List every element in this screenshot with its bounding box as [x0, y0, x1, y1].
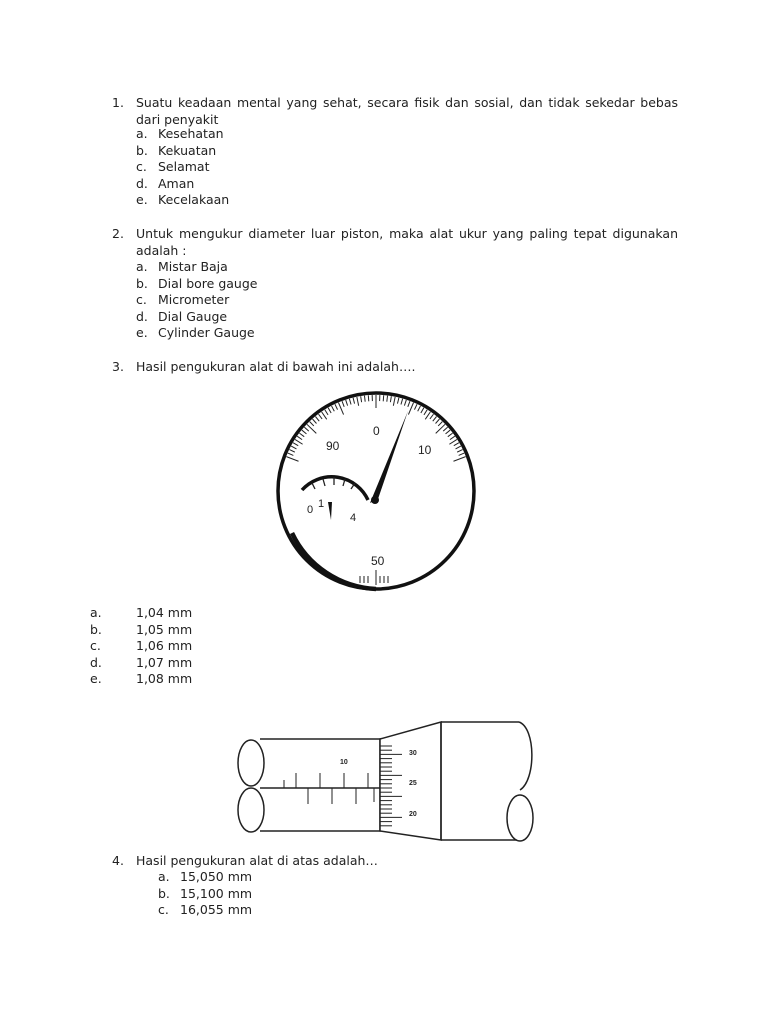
scale-tick — [418, 406, 421, 411]
scale-tick — [424, 410, 427, 415]
scale-tick — [436, 424, 445, 433]
scale-tick — [342, 401, 344, 407]
option-e[interactable]: e. Cylinder Gauge — [136, 325, 255, 340]
option-d[interactable]: d. Aman — [136, 175, 195, 191]
scale-tick — [349, 399, 351, 405]
question-3-options — [90, 605, 192, 688]
question-number: 4. — [112, 853, 124, 868]
option-a[interactable]: a. 15,050 mm — [158, 869, 253, 884]
scale-tick — [446, 430, 451, 434]
thimble-end-top — [519, 722, 532, 790]
scale-tick — [313, 419, 317, 424]
thimble-end-bottom — [507, 795, 533, 841]
scale-tick — [408, 401, 410, 407]
option-a[interactable]: a. 1,04 mm — [90, 605, 193, 620]
small-dial-label-4: 4 — [350, 512, 357, 524]
question-text: Hasil pengukuran alat di atas adalah… — [136, 853, 378, 868]
option-b[interactable]: b. 15,100 mm — [158, 885, 253, 901]
scale-tick — [364, 396, 365, 402]
scale-tick — [357, 397, 359, 406]
scale-tick — [450, 436, 455, 439]
micrometer-figure — [230, 718, 540, 846]
scale-tick — [293, 443, 298, 446]
scale-tick — [457, 450, 462, 453]
small-dial-arc — [302, 477, 368, 500]
scale-tick — [448, 433, 453, 437]
scale-tick — [335, 404, 338, 409]
scale-tick — [454, 443, 459, 446]
scale-tick — [433, 416, 437, 421]
scale-tick — [414, 404, 417, 409]
dial-needle-hub — [371, 496, 379, 504]
scale-tick — [307, 424, 316, 433]
scale-tick — [288, 453, 294, 455]
scale-tick — [390, 396, 391, 402]
scale-tick — [315, 416, 319, 421]
option-c[interactable]: c. 16,055 mm — [158, 902, 253, 917]
dial-label-left: 90 — [326, 439, 340, 453]
scale-tick — [297, 436, 302, 439]
small-dial-label-1: 1 — [318, 498, 325, 510]
small-dial-label-0: 0 — [307, 504, 314, 516]
sleeve-end-bottom — [238, 788, 264, 832]
scale-tick — [299, 433, 304, 437]
scale-tick — [449, 439, 457, 444]
dial-gauge-figure — [230, 383, 500, 608]
option-c[interactable]: c. Selamat — [136, 159, 210, 174]
scale-tick — [302, 430, 307, 434]
scale-tick — [456, 446, 461, 449]
option-b[interactable]: b. Dial bore gauge — [136, 275, 258, 291]
options-list — [158, 869, 252, 919]
scale-tick — [291, 446, 296, 449]
question-text: Suatu keadaan mental yang sehat, secara fisik dan sosial, dan tidak sekedar bebas dari penyakit — [136, 95, 678, 127]
scale-tick — [361, 396, 362, 402]
dial-label-bottom: 50 — [371, 554, 385, 568]
question-number: 2. — [112, 226, 124, 241]
thimble-label-30: 30 — [409, 750, 417, 757]
question-text: Hasil pengukuran alat di bawah ini adalah…. — [136, 359, 416, 374]
sleeve-label-10: 10 — [340, 759, 348, 766]
options-list — [136, 259, 257, 342]
question-number: 3. — [112, 359, 124, 374]
scale-tick — [295, 439, 303, 444]
option-b[interactable]: b. Kekuatan — [136, 142, 217, 158]
scale-tick — [289, 450, 294, 453]
scale-tick — [393, 397, 395, 406]
scale-tick — [332, 406, 335, 411]
question-text: Untuk mengukur diameter luar piston, maka alat ukur yang paling tepat digunakan adalah : — [136, 226, 678, 258]
options-list — [136, 126, 229, 209]
scale-tick — [404, 400, 406, 406]
scale-tick — [346, 400, 348, 406]
scale-tick — [401, 399, 403, 405]
option-e[interactable]: e. Kecelakaan — [136, 192, 230, 207]
scale-tick — [438, 422, 442, 426]
scale-tick — [425, 412, 430, 419]
scale-tick — [436, 419, 440, 424]
dial-bottom-ticks — [360, 570, 388, 585]
option-d[interactable]: d. 1,07 mm — [90, 654, 193, 670]
option-a[interactable]: a. Mistar Baja — [136, 259, 228, 274]
scale-tick — [387, 396, 388, 402]
question-number: 1. — [112, 95, 124, 110]
option-b[interactable]: b. 1,05 mm — [90, 621, 193, 637]
scale-tick — [310, 422, 314, 426]
small-dial-needle — [328, 502, 332, 520]
scale-tick — [443, 427, 447, 431]
scale-tick — [322, 412, 327, 419]
thimble-label-25: 25 — [409, 780, 417, 787]
option-e[interactable]: e. 1,08 mm — [90, 671, 193, 686]
scale-tick — [459, 453, 465, 455]
scale-tick — [453, 457, 465, 462]
scale-tick — [328, 408, 331, 413]
scale-tick — [421, 408, 424, 413]
scale-tick — [318, 414, 322, 419]
scale-tick — [397, 398, 398, 404]
scale-tick — [430, 414, 434, 419]
scale-tick — [304, 427, 308, 431]
dial-label-right: 10 — [418, 443, 432, 457]
thimble-label-20: 20 — [409, 811, 417, 818]
scale-tick — [353, 398, 354, 404]
option-d[interactable]: d. Dial Gauge — [136, 308, 228, 324]
dial-label-top: 0 — [373, 424, 380, 438]
option-c[interactable]: c. 1,06 mm — [90, 638, 193, 653]
sleeve-end-top — [238, 740, 264, 786]
scale-tick — [325, 410, 328, 415]
option-a[interactable]: a. Kesehatan — [136, 126, 224, 141]
option-c[interactable]: c. Micrometer — [136, 292, 230, 307]
scale-tick — [286, 457, 298, 462]
